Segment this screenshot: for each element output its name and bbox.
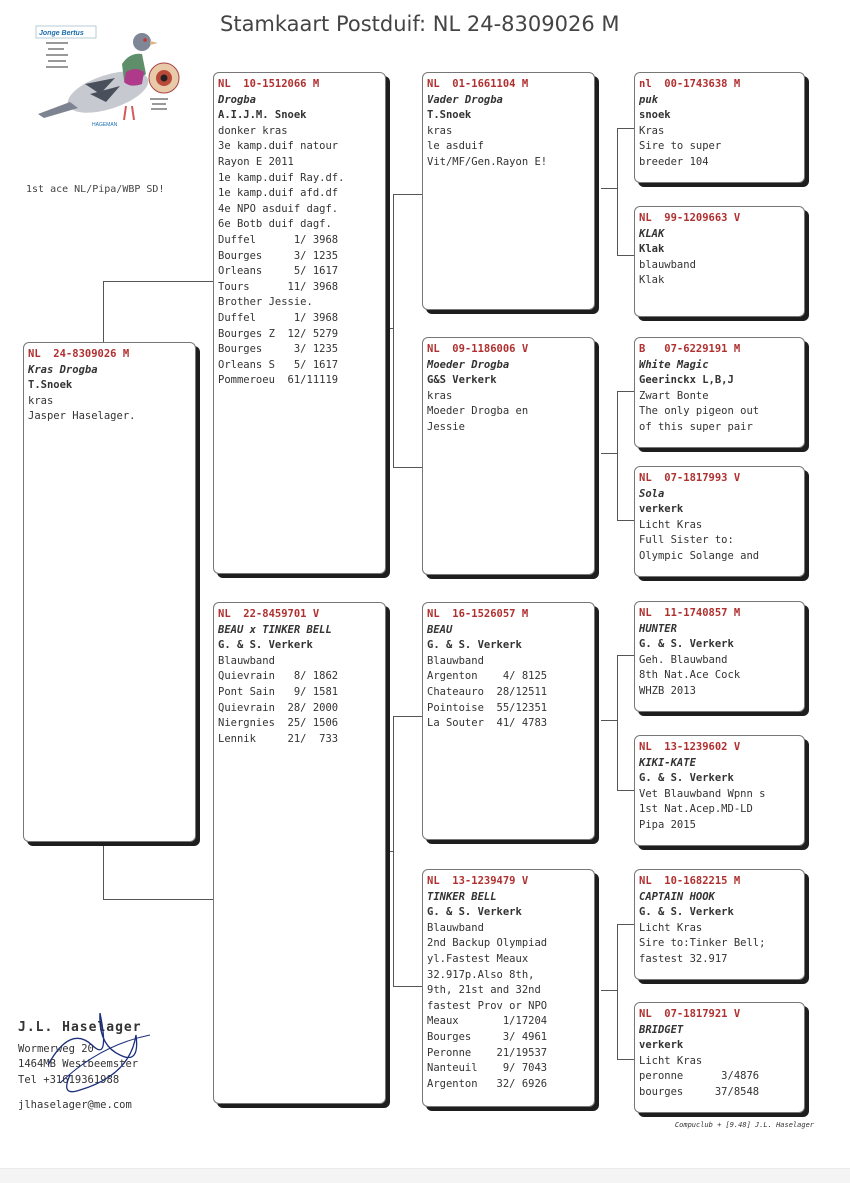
- breeder-name: verkerk: [639, 503, 684, 516]
- pigeon-info-line: Licht Kras: [639, 518, 703, 531]
- pigeon-card-fm-father: [634, 337, 805, 448]
- software-footer: Compuclub + [9.48] J.L. Haselager: [674, 1121, 814, 1129]
- connector-main-father: [103, 281, 213, 282]
- ring-number: NL 01-1661104 M: [427, 78, 529, 90]
- pigeon-info-line: Argenton 4/ 8125: [427, 670, 548, 683]
- page-title: Stamkaart Postduif: NL 24-8309026 M: [220, 12, 620, 36]
- breeder-name: verkerk: [639, 1039, 684, 1052]
- ring-number: NL 10-1512066 M: [218, 78, 320, 90]
- pigeon-info-line: Blauwband: [427, 921, 484, 934]
- pigeon-name: HUNTER: [639, 622, 677, 635]
- card-content: [214, 603, 385, 747]
- club-logo: [30, 22, 195, 137]
- pigeon-name: BEAU x TINKER BELL: [218, 623, 332, 636]
- pigeon-info-line: 1e kamp.duif afd.df: [218, 187, 339, 200]
- pigeon-info-line: Vet Blauwband Wpnn s: [639, 787, 766, 800]
- pigeon-info-line: Pipa 2015: [639, 818, 696, 831]
- owner-address-city: 1464MB Westbeemster: [18, 1058, 139, 1071]
- connector-main-mother: [103, 899, 213, 900]
- owner-phone: Tel +31619361988: [18, 1073, 120, 1086]
- card-content: [635, 207, 804, 289]
- pigeon-info-line: Lennik 21/ 733: [218, 732, 339, 745]
- card-content: [423, 338, 594, 436]
- pigeon-card-ff-mother: [634, 206, 805, 317]
- pigeon-info-line: Pont Sain 9/ 1581: [218, 685, 339, 698]
- page-bottom-edge: [0, 1168, 850, 1183]
- pigeon-info-line: The only pigeon out: [639, 405, 760, 418]
- pigeon-card-mm-mother: [634, 1002, 805, 1113]
- svg-text:Jonge Bertus: Jonge Bertus: [39, 30, 84, 37]
- pigeon-info-line: fastest Prov or NPO: [427, 999, 548, 1012]
- pigeon-info-line: blauwband: [639, 258, 696, 271]
- pigeon-info-line: bourges 37/8548: [639, 1085, 760, 1098]
- connector-fm-stub: [601, 453, 617, 454]
- pigeon-name: BRIDGET: [639, 1023, 684, 1036]
- connector-father-stub: [385, 328, 393, 329]
- breeder-name: G. & S. Verkerk: [639, 772, 734, 785]
- ring-number: NL 13-1239479 V: [427, 875, 529, 887]
- pigeon-card-father: [213, 72, 386, 574]
- breeder-name: G. & S. Verkerk: [427, 639, 522, 652]
- pigeon-name: puk: [639, 93, 658, 106]
- pigeon-logo-icon: [30, 22, 195, 137]
- pigeon-info-line: Moeder Drogba en: [427, 405, 529, 418]
- ring-number: nl 00-1743638 M: [639, 78, 741, 90]
- pigeon-name: Sola: [639, 487, 665, 500]
- connector-mother-stub: [385, 851, 393, 852]
- breeder-name: T.Snoek: [427, 109, 472, 122]
- pigeon-info-line: La Souter 41/ 4783: [427, 717, 548, 730]
- connector-ff-stub: [601, 188, 617, 189]
- pigeon-card-ff-father: [634, 72, 805, 183]
- pigeon-card-mm-father: [634, 869, 805, 980]
- pigeon-info-line: Sire to:Tinker Bell;: [639, 937, 766, 950]
- pigeon-info-line: Full Sister to:: [639, 534, 734, 547]
- pigeon-name: Drogba: [218, 93, 256, 106]
- breeder-name: G&S Verkerk: [427, 374, 497, 387]
- pigeon-card-main: [23, 342, 196, 842]
- card-content: [635, 338, 804, 436]
- pigeon-info-line: Jasper Haselager.: [28, 410, 136, 423]
- pigeon-info-line: Orleans S 5/ 1617: [218, 358, 339, 371]
- pigeon-name: TINKER BELL: [427, 890, 497, 903]
- pigeon-info-line: Nanteuil 9/ 7043: [427, 1062, 548, 1075]
- pigeon-info-line: 6e Botb duif dagf.: [218, 218, 332, 231]
- pigeon-info-line: Jessie: [427, 420, 465, 433]
- pigeon-name: CAPTAIN HOOK: [639, 890, 715, 903]
- pigeon-info-line: Rayon E 2011: [218, 155, 294, 168]
- pigeon-info-line: 8th Nat.Ace Cock: [639, 669, 741, 682]
- card-content: [423, 603, 594, 732]
- ace-note: 1st ace NL/Pipa/WBP SD!: [26, 184, 165, 195]
- owner-name: J.L. Haselager: [18, 1020, 142, 1035]
- breeder-name: Klak: [639, 243, 665, 256]
- pigeon-info-line: donker kras: [218, 124, 288, 137]
- pigeon-info-line: breeder 104: [639, 155, 709, 168]
- owner-address-street: Wormerweg 20: [18, 1042, 94, 1055]
- pigeon-card-father-mother: [422, 337, 595, 575]
- ring-number: NL 22-8459701 V: [218, 608, 320, 620]
- owner-email: jlhaselager@me.com: [18, 1099, 132, 1112]
- signature-icon: [40, 1005, 160, 1100]
- breeder-name: G. & S. Verkerk: [218, 639, 313, 652]
- card-content: [214, 73, 385, 389]
- pigeon-info-line: WHZB 2013: [639, 684, 696, 697]
- connector-main-vertical-top: [103, 281, 104, 343]
- connector-main-vertical-bottom: [103, 840, 104, 899]
- pigeon-name: KLAK: [639, 227, 665, 240]
- pigeon-info-line: Bourges Z 12/ 5279: [218, 327, 339, 340]
- pigeon-info-line: Niergnies 25/ 1506: [218, 717, 339, 730]
- pigeon-name: BEAU: [427, 623, 453, 636]
- card-content: [635, 467, 804, 565]
- pigeon-info-line: Pommeroeu 61/11119: [218, 374, 339, 387]
- breeder-name: T.Snoek: [28, 379, 73, 392]
- connector-father-bracket: [393, 194, 424, 468]
- pigeon-info-line: Meaux 1/17204: [427, 1015, 548, 1028]
- pigeon-info-line: Licht Kras: [639, 921, 703, 934]
- pigeon-info-line: Chateauro 28/12511: [427, 685, 548, 698]
- breeder-name: snoek: [639, 109, 671, 122]
- pigeon-info-line: kras: [427, 389, 453, 402]
- card-content: [635, 870, 804, 968]
- pigeon-info-line: Blauwband: [427, 654, 484, 667]
- breeder-name: Geerinckx L,B,J: [639, 374, 734, 387]
- pigeon-info-line: kras: [427, 124, 453, 137]
- pigeon-info-line: Licht Kras: [639, 1054, 703, 1067]
- breeder-name: A.I.J.M. Snoek: [218, 109, 307, 122]
- pigeon-info-line: Duffel 1/ 3968: [218, 311, 339, 324]
- pigeon-info-line: Vit/MF/Gen.Rayon E!: [427, 155, 548, 168]
- ring-number: B 07-6229191 M: [639, 343, 741, 355]
- pigeon-name: KIKI-KATE: [639, 756, 696, 769]
- pigeon-card-mother-father: [422, 602, 595, 840]
- breeder-name: G. & S. Verkerk: [639, 638, 734, 651]
- ring-number: NL 07-1817921 V: [639, 1008, 741, 1020]
- pigeon-card-mf-mother: [634, 735, 805, 846]
- pigeon-name: Vader Drogba: [427, 93, 503, 106]
- pigeon-info-line: Orleans 5/ 1617: [218, 265, 339, 278]
- pigeon-info-line: Pointoise 55/12351: [427, 701, 548, 714]
- card-content: [635, 73, 804, 171]
- pigeon-info-line: 32.917p.Also 8th,: [427, 968, 535, 981]
- breeder-name: G. & S. Verkerk: [639, 906, 734, 919]
- pigeon-info-line: Klak: [639, 274, 665, 287]
- pigeon-info-line: Peronne 21/19537: [427, 1046, 548, 1059]
- pigeon-info-line: 3e kamp.duif natour: [218, 140, 339, 153]
- pigeon-card-mother: [213, 602, 386, 1104]
- card-content: [635, 1003, 804, 1101]
- pigeon-card-mf-father: [634, 601, 805, 712]
- pigeon-info-line: 1st Nat.Acep.MD-LD: [639, 803, 753, 816]
- pigeon-info-line: Brother Jessie.: [218, 296, 313, 309]
- pigeon-card-fm-mother: [634, 466, 805, 577]
- ring-number: NL 11-1740857 M: [639, 607, 741, 619]
- pigeon-info-line: Olympic Solange and: [639, 549, 760, 562]
- ring-number: NL 10-1682215 M: [639, 875, 741, 887]
- ring-number: NL 99-1209663 V: [639, 212, 741, 224]
- card-content: [24, 343, 195, 425]
- pigeon-name: White Magic: [639, 358, 709, 371]
- pigeon-info-line: Kras: [639, 124, 665, 137]
- card-content: [635, 736, 804, 834]
- ring-number: NL 09-1186006 V: [427, 343, 529, 355]
- card-content: [423, 870, 594, 1092]
- pigeon-info-line: yl.Fastest Meaux: [427, 952, 529, 965]
- pigeon-info-line: Sire to super: [639, 140, 722, 153]
- breeder-name: G. & S. Verkerk: [427, 906, 522, 919]
- pigeon-info-line: kras: [28, 394, 54, 407]
- pigeon-card-mother-mother: [422, 869, 595, 1107]
- pigeon-info-line: Bourges 3/ 1235: [218, 343, 339, 356]
- ring-number: NL 13-1239602 V: [639, 741, 741, 753]
- pigeon-info-line: Bourges 3/ 4961: [427, 1030, 548, 1043]
- connector-mm-stub: [601, 990, 617, 991]
- pigeon-info-line: Blauwband: [218, 654, 275, 667]
- pigeon-info-line: of this super pair: [639, 420, 753, 433]
- ring-number: NL 24-8309026 M: [28, 348, 130, 360]
- pigeon-info-line: le asduif: [427, 140, 484, 153]
- connector-mf-stub: [601, 720, 617, 721]
- pigeon-info-line: 2nd Backup Olympiad: [427, 937, 548, 950]
- pigeon-info-line: 1e kamp.duif Ray.df.: [218, 171, 345, 184]
- card-content: [635, 602, 804, 700]
- pigeon-info-line: peronne 3/4876: [639, 1070, 760, 1083]
- card-content: [423, 73, 594, 171]
- pigeon-info-line: Geh. Blauwband: [639, 653, 728, 666]
- pigeon-info-line: Quievrain 28/ 2000: [218, 701, 339, 714]
- pigeon-info-line: Bourges 3/ 1235: [218, 249, 339, 262]
- pigeon-info-line: 4e NPO asduif dagf.: [218, 202, 339, 215]
- ring-number: NL 07-1817993 V: [639, 472, 741, 484]
- pigeon-info-line: 9th, 21st and 32nd: [427, 984, 541, 997]
- pigeon-info-line: Zwart Bonte: [639, 389, 709, 402]
- svg-text:HAGEMAN: HAGEMAN: [92, 122, 118, 128]
- pigeon-info-line: Quievrain 8/ 1862: [218, 670, 339, 683]
- ring-number: NL 16-1526057 M: [427, 608, 529, 620]
- pigeon-info-line: Duffel 1/ 3968: [218, 233, 339, 246]
- pigeon-name: Kras Drogba: [28, 363, 98, 376]
- pigeon-info-line: fastest 32.917: [639, 952, 728, 965]
- pigeon-info-line: Argenton 32/ 6926: [427, 1077, 548, 1090]
- pigeon-info-line: Tours 11/ 3968: [218, 280, 339, 293]
- connector-mother-bracket: [393, 716, 424, 987]
- pigeon-name: Moeder Drogba: [427, 358, 510, 371]
- pigeon-card-father-father: [422, 72, 595, 310]
